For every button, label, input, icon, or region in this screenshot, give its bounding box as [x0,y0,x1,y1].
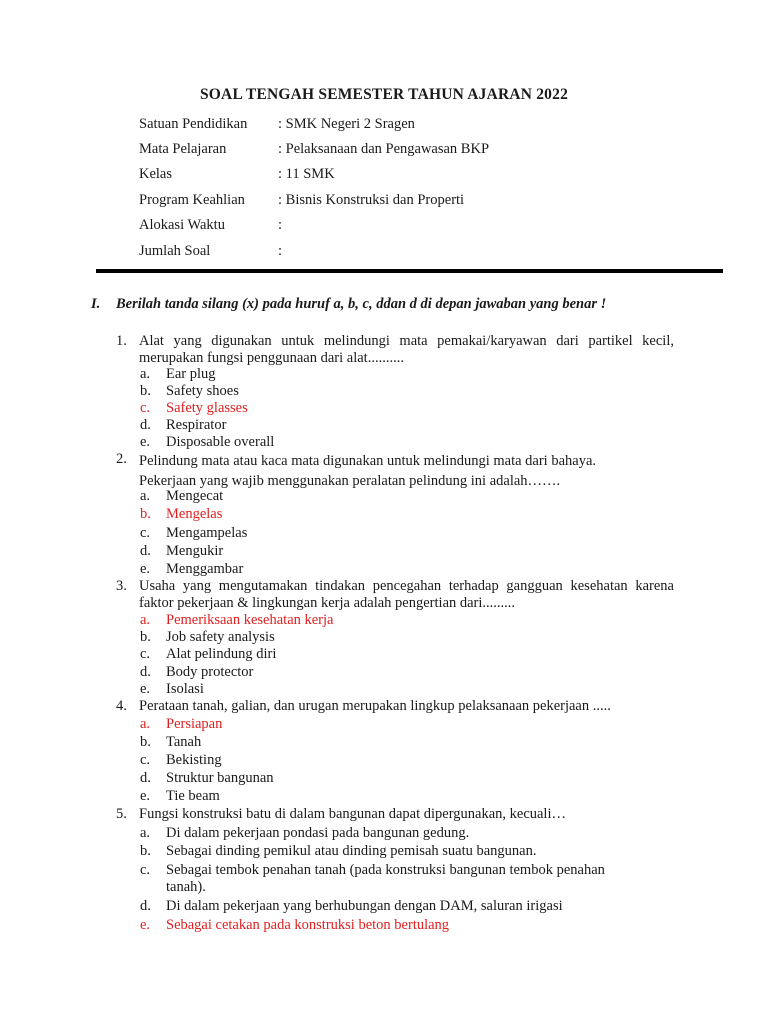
document-title: SOAL TENGAH SEMESTER TAHUN AJARAN 2022 [199,86,569,103]
info-label: Kelas [139,166,173,182]
option-text: Disposable overall [166,434,275,450]
option-letter-answer: e. [140,917,151,933]
option-letter: a. [140,825,151,841]
option-letter: a. [140,366,151,382]
option-letter: b. [140,629,151,645]
section-instruction-text: Berilah tanda silang (x) pada huruf a, b, c, ddan d di depan jawaban yang benar ! [116,296,607,312]
question-text: Pelindung mata atau kaca mata digunakan untuk melindungi mata dari bahaya. Pekerjaan yang wajib menggunakan peralatan pelindung ini adalah……. [139,453,597,489]
option-letter: d. [140,664,151,680]
option-text: Bekisting [166,752,222,768]
option-letter-answer: a. [140,612,151,628]
info-value: : [278,243,283,259]
option-letter: e. [140,788,151,804]
option-text: Tanah [166,734,202,750]
info-label: Mata Pelajaran [139,141,227,157]
question-text: Fungsi konstruksi batu di dalam bangunan dapat dipergunakan, kecuali… [139,806,566,822]
section-instruction [91,296,606,313]
option-text: Mengampelas [166,525,248,541]
option-text: Body protector [166,664,254,680]
option-letter: d. [140,898,151,914]
info-label: Jumlah Soal [139,243,211,259]
question-number: 2. [116,451,127,467]
option-text-answer: Persiapan [166,716,223,732]
option-text: Sebagai tembok penahan tanah (pada konstruksi bangunan tembok penahan tanah). [166,862,605,895]
option-text: Mengecat [166,488,224,504]
question-number: 4. [116,698,127,714]
section-number: I. [91,296,101,312]
info-value: : Bisnis Konstruksi dan Properti [278,192,465,208]
option-text: Menggambar [166,561,244,577]
question-text: Perataan tanah, galian, dan urugan merupakan lingkup pelaksanaan pekerjaan ..... [139,698,611,714]
info-label: Alokasi Waktu [139,217,225,233]
option-letter: e. [140,434,151,450]
option-text: Sebagai dinding pemikul atau dinding pemisah suatu bangunan. [166,843,537,859]
info-value: : SMK Negeri 2 Sragen [278,116,415,132]
option-text-answer: Sebagai cetakan pada konstruksi beton bertulang [166,917,450,933]
option-text-answer: Safety glasses [166,400,248,416]
info-value: : [278,217,283,233]
option-letter: d. [140,417,151,433]
option-letter-answer: b. [140,506,151,522]
option-letter: c. [140,646,151,662]
option-text: Tie beam [166,788,220,804]
question-number: 3. [116,578,127,594]
option-letter-answer: a. [140,716,151,732]
option-text: Safety shoes [166,383,239,399]
option-letter-answer: c. [140,400,151,416]
question-number: 5. [116,806,127,822]
info-label: Program Keahlian [139,192,245,208]
header-divider [96,269,723,273]
question-number: 1. [116,333,127,349]
option-letter: b. [140,734,151,750]
option-text: Mengukir [166,543,224,559]
option-letter: c. [140,862,151,878]
option-letter: b. [140,383,151,399]
option-letter: c. [140,525,151,541]
option-letter: e. [140,681,151,697]
option-letter: a. [140,488,151,504]
info-label: Satuan Pendidikan [139,116,248,132]
option-text-answer: Pemeriksaan kesehatan kerja [166,612,334,628]
option-text: Di dalam pekerjaan pondasi pada bangunan gedung. [166,825,470,841]
option-text: Ear plug [166,366,216,382]
option-text: Alat pelindung diri [166,646,277,662]
option-letter: d. [140,543,151,559]
question-text: Alat yang digunakan untuk melindungi mata pemakai/karyawan dari partikel kecil, merupakan fungsi penggunaan dari alat.......... [139,333,674,366]
info-value: : Pelaksanaan dan Pengawasan BKP [278,141,490,157]
question-text: Usaha yang mengutamakan tindakan pencegahan terhadap gangguan kesehatan karena faktor pekerjaan & lingkungan kerja adalah pengertian dari......... [139,578,674,611]
option-text: Struktur bangunan [166,770,274,786]
option-text-answer: Mengelas [166,506,223,522]
option-text: Isolasi [166,681,204,697]
option-letter: b. [140,843,151,859]
option-text: Job safety analysis [166,629,275,645]
option-letter: e. [140,561,151,577]
info-value: : 11 SMK [278,166,335,182]
option-text: Di dalam pekerjaan yang berhubungan dengan DAM, saluran irigasi [166,898,563,914]
option-letter: c. [140,752,151,768]
option-text: Respirator [166,417,227,433]
option-letter: d. [140,770,151,786]
